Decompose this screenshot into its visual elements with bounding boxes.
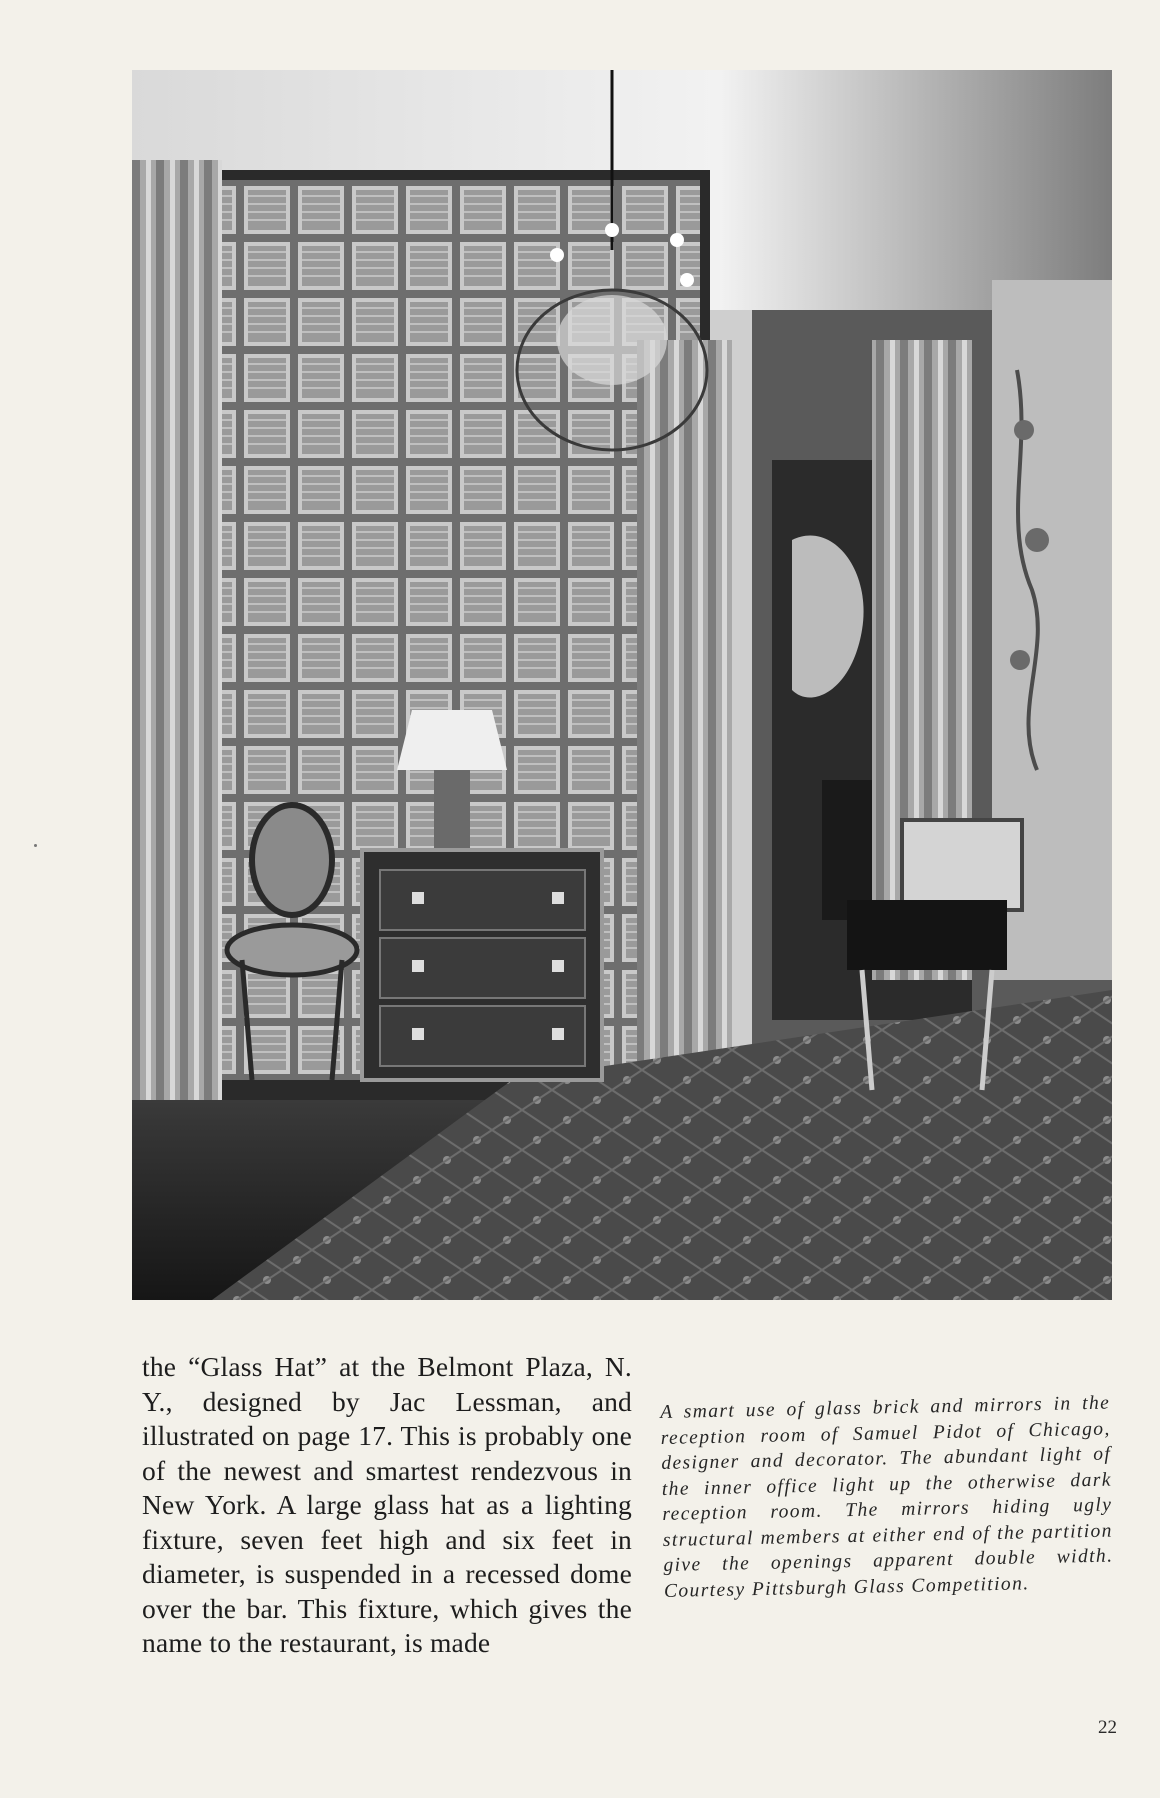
margin-dot [34, 844, 37, 847]
photo-caption: A smart use of glass brick and mirrors in the reception room of Samuel Pidot of Chicago, designer and decorator. The abundant light of the inner office light up the otherwise dark reception room. The mirrors hiding ugly structural members at either end of the partition give the openings apparent double width. Courtesy Pittsburgh Glass Competition. [660, 1392, 1114, 1602]
reception-room-photo [132, 70, 1112, 1300]
page-number: 22 [1098, 1717, 1117, 1738]
article-body-text: the “Glass Hat” at the Belmont Plaza, N. Y., designed by Jac Lessman, and illustrated on page 17. This is probably one of the newest and smartest rendezvous in New York. A large glass hat as a lighting fixture, seven feet high and six feet in diameter, is suspended in a recessed dome over the bar. This fixture, which gives the name to the restaurant, is made [142, 1351, 632, 1658]
reception-room-illustration [132, 70, 1112, 1300]
